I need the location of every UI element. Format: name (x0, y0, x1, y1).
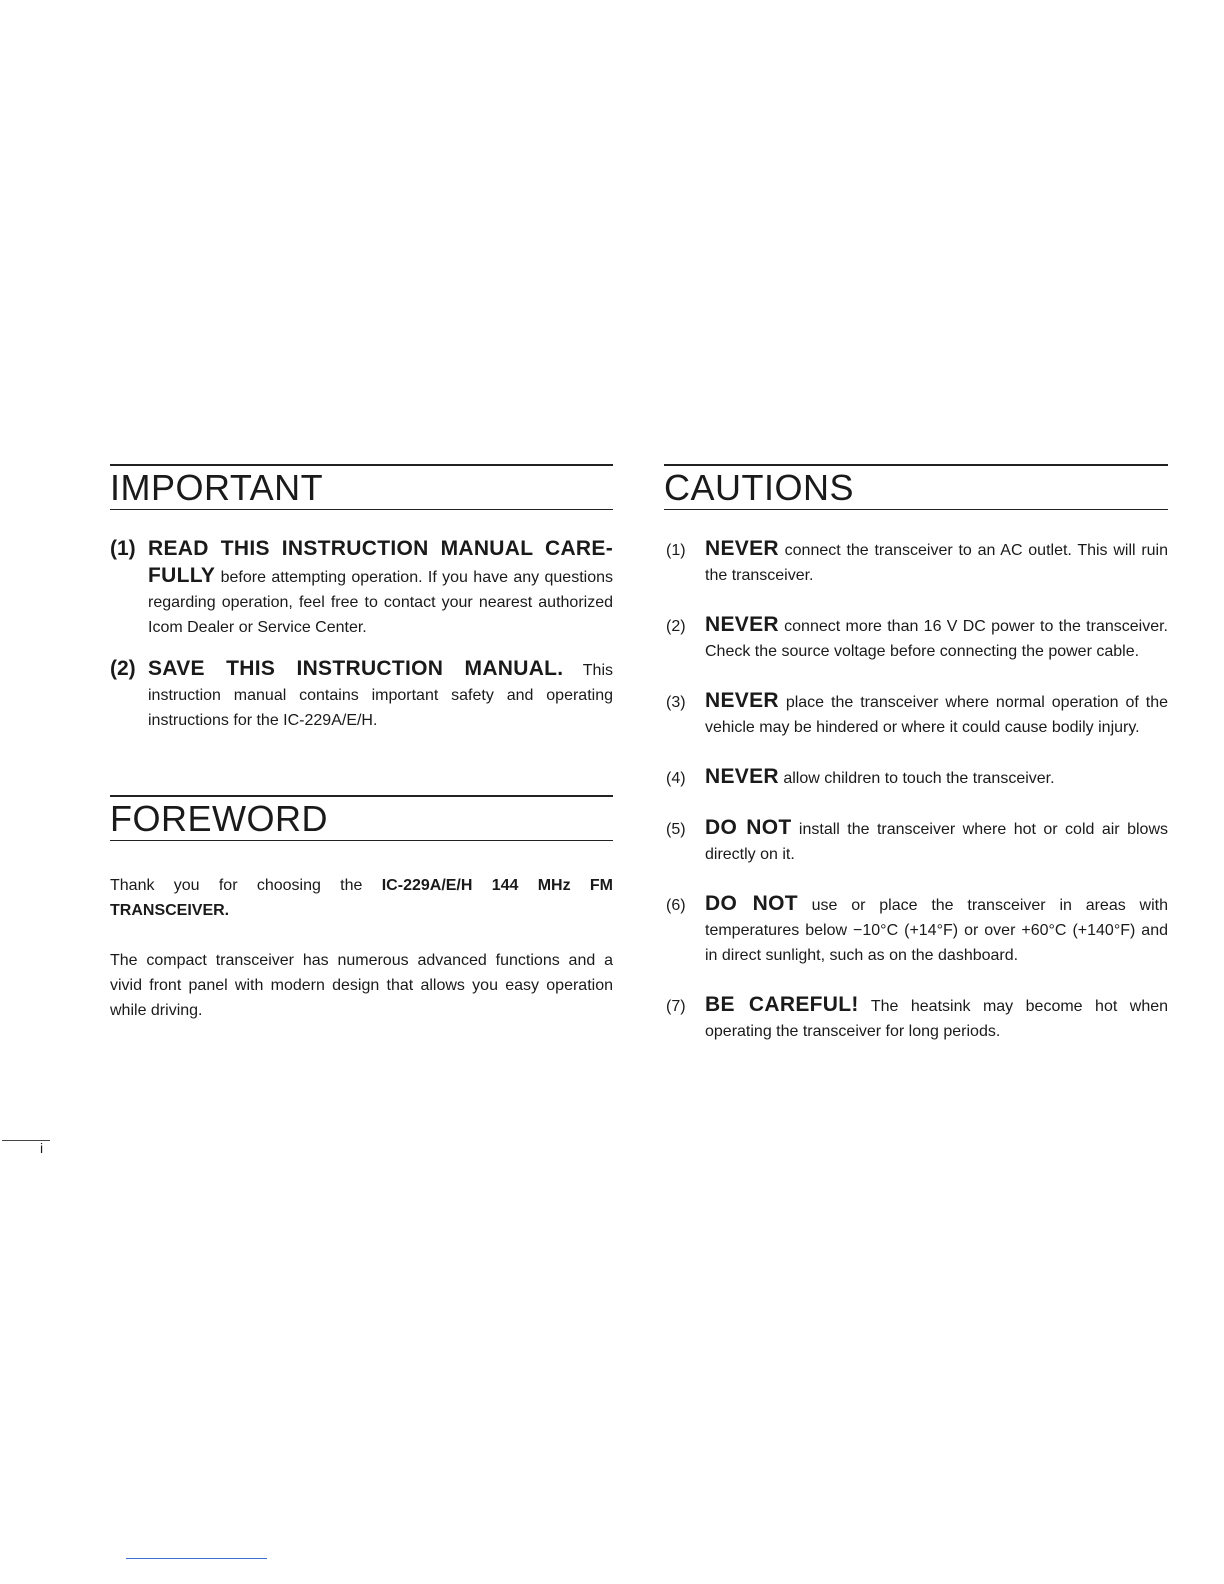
bottom-rule (126, 1558, 267, 1559)
important-item-body: before attempting operation. If you have any questions regarding operation, feel free to contact your nearest authorized Icom Dealer or Service Center. (148, 569, 613, 636)
caution-item-4 (664, 764, 1168, 791)
cautions-title: CAUTIONS (664, 467, 855, 508)
caution-body: The heatsink may become hot when operating the transceiver for long periods. (705, 998, 1169, 1040)
caution-keyword: DO NOT (705, 816, 792, 839)
caution-number: (6) (666, 897, 686, 914)
important-item-text (148, 656, 613, 733)
right-column (664, 464, 1168, 1068)
important-header (110, 464, 613, 510)
caution-text (705, 612, 1168, 664)
caution-item-6 (664, 891, 1168, 968)
foreword-title: FOREWORD (110, 798, 328, 839)
foreword-model: IC-229A/E/H 144 MHz FM TRANSCEIVER. (110, 877, 614, 919)
page-number: i (40, 1140, 44, 1156)
caution-keyword: NEVER (705, 613, 779, 636)
caution-body: connect the transceiver to an AC outlet. This will ruin the transceiver. (705, 542, 1168, 584)
caution-keyword: DO NOT (705, 892, 798, 915)
caution-text (705, 815, 1168, 867)
foreword-header (110, 795, 613, 841)
caution-number: (2) (666, 618, 686, 635)
important-item-number: (1) (110, 537, 136, 560)
caution-item-3 (664, 688, 1168, 740)
caution-keyword: NEVER (705, 689, 779, 712)
caution-number: (1) (666, 542, 686, 559)
foreword-paragraph-2: The compact transceiver has numerous advanced functions and a vivid front panel with modern design that allows you easy operation while driving. (110, 952, 613, 1019)
caution-number: (5) (666, 821, 686, 838)
caution-text (705, 992, 1168, 1044)
caution-body: allow children to touch the transceiver. (783, 770, 1055, 787)
important-item-heading: SAVE THIS INSTRUCTION MANUAL. (148, 657, 564, 680)
foreword-intro: Thank you for choosing the (110, 877, 382, 894)
important-item-heading: READ THIS INSTRUCTION MANUAL CARE-FULLY (148, 537, 613, 587)
important-item-body: This instruction manual contains important safety and operating instructions for the IC-229A/E/H. (148, 662, 613, 729)
important-title: IMPORTANT (110, 467, 324, 508)
caution-body: use or place the transceiver in areas with temperatures below −10°C (+14°F) or over +60°C (+140°F) and in direct sunlight, such as on the dashboard. (705, 897, 1168, 964)
caution-text (705, 764, 1168, 791)
caution-number: (4) (666, 770, 686, 787)
cautions-list (664, 536, 1168, 1044)
caution-body: place the transceiver where normal operation of the vehicle may be hindered or where it could cause bodily injury. (705, 694, 1168, 736)
caution-keyword: NEVER (705, 765, 779, 788)
caution-body: connect more than 16 V DC power to the transceiver. Check the source voltage before connecting the power cable. (705, 618, 1168, 660)
caution-text (705, 891, 1168, 968)
important-item-text (148, 536, 613, 640)
caution-number: (3) (666, 694, 686, 711)
cautions-header (664, 464, 1168, 510)
foreword-section (110, 795, 613, 1023)
caution-text (705, 688, 1168, 740)
caution-keyword: BE CAREFUL! (705, 993, 859, 1016)
caution-item-5 (664, 815, 1168, 867)
important-item-1 (110, 536, 613, 640)
important-item-2 (110, 656, 613, 733)
caution-text (705, 536, 1168, 588)
caution-item-7 (664, 992, 1168, 1044)
important-list (110, 536, 613, 733)
caution-keyword: NEVER (705, 537, 779, 560)
caution-number: (7) (666, 998, 686, 1015)
important-item-number: (2) (110, 657, 136, 680)
caution-item-1 (664, 536, 1168, 588)
foreword-paragraph-1 (110, 873, 613, 923)
caution-body: install the transceiver where hot or cold air blows directly on it. (705, 821, 1168, 863)
left-column (110, 464, 613, 1048)
caution-item-2 (664, 612, 1168, 664)
